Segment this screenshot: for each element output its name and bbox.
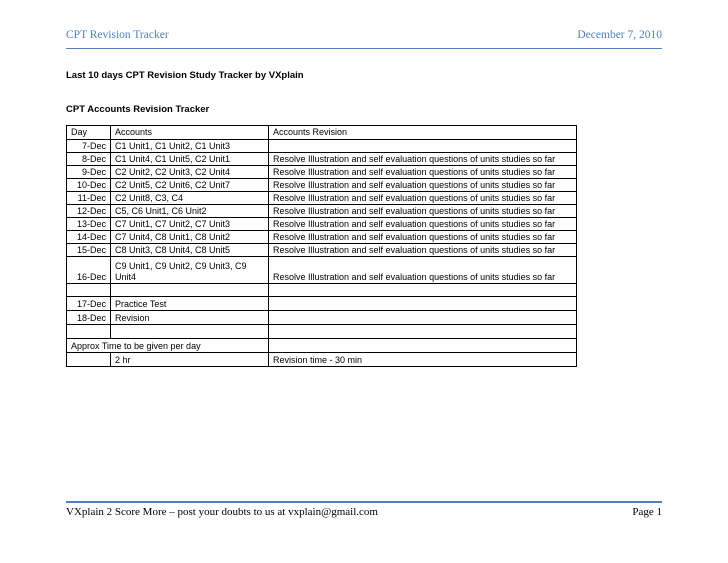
table-row <box>67 244 577 257</box>
section-title: CPT Accounts Revision Tracker <box>66 104 210 115</box>
revision-cell: Resolve Illustration and self evaluation questions of units studies so far <box>269 205 577 218</box>
time-row <box>67 353 577 367</box>
accounts-cell: C8 Unit3, C8 Unit4, C8 Unit5 <box>111 244 269 257</box>
page-header <box>66 29 662 47</box>
revision-cell: Resolve Illustration and self evaluation questions of units studies so far <box>269 244 577 257</box>
document-subtitle: Last 10 days CPT Revision Study Tracker by VXplain <box>66 70 304 81</box>
accounts-cell: Revision <box>111 311 269 325</box>
accounts-cell: C2 Unit8, C3, C4 <box>111 192 269 205</box>
header-title: CPT Revision Tracker <box>66 29 169 41</box>
column-header-day: Day <box>67 126 111 140</box>
table-row <box>67 257 577 284</box>
revision-cell <box>269 140 577 153</box>
day-cell: 16-Dec <box>67 257 111 284</box>
day-cell: 17-Dec <box>67 297 111 311</box>
empty-cell <box>269 339 577 353</box>
revision-cell: Resolve Illustration and self evaluation questions of units studies so far <box>269 192 577 205</box>
study-time-cell: 2 hr <box>111 353 269 367</box>
approx-time-row <box>67 339 577 353</box>
table-row <box>67 231 577 244</box>
revision-cell: Resolve Illustration and self evaluation questions of units studies so far <box>269 231 577 244</box>
revision-cell <box>269 311 577 325</box>
day-cell: 12-Dec <box>67 205 111 218</box>
accounts-cell: C2 Unit5, C2 Unit6, C2 Unit7 <box>111 179 269 192</box>
day-cell: 14-Dec <box>67 231 111 244</box>
accounts-cell: C7 Unit4, C8 Unit1, C8 Unit2 <box>111 231 269 244</box>
blank-row <box>67 325 577 339</box>
revision-cell: Resolve Illustration and self evaluation questions of units studies so far <box>269 153 577 166</box>
day-cell: 11-Dec <box>67 192 111 205</box>
day-cell: 8-Dec <box>67 153 111 166</box>
revision-cell: Resolve Illustration and self evaluation questions of units studies so far <box>269 257 577 284</box>
accounts-cell: C1 Unit1, C1 Unit2, C1 Unit3 <box>111 140 269 153</box>
revision-table <box>66 125 577 367</box>
table-row <box>67 179 577 192</box>
day-cell: 10-Dec <box>67 179 111 192</box>
accounts-cell: C9 Unit1, C9 Unit2, C9 Unit3, C9 Unit4 <box>111 257 269 284</box>
page-footer <box>66 506 662 522</box>
day-cell: 13-Dec <box>67 218 111 231</box>
table-row <box>67 311 577 325</box>
revision-time-cell: Revision time - 30 min <box>269 353 577 367</box>
header-rule <box>66 48 662 49</box>
accounts-cell: Practice Test <box>111 297 269 311</box>
table-row <box>67 153 577 166</box>
accounts-cell: C7 Unit1, C7 Unit2, C7 Unit3 <box>111 218 269 231</box>
day-cell: 9-Dec <box>67 166 111 179</box>
table-header-row <box>67 126 577 140</box>
accounts-cell: C1 Unit4, C1 Unit5, C2 Unit1 <box>111 153 269 166</box>
table-row <box>67 205 577 218</box>
revision-cell: Resolve Illustration and self evaluation questions of units studies so far <box>269 218 577 231</box>
page-number: Page 1 <box>632 506 662 518</box>
table-row <box>67 218 577 231</box>
header-date: December 7, 2010 <box>577 29 662 41</box>
column-header-accounts: Accounts <box>111 126 269 140</box>
table-row <box>67 297 577 311</box>
footer-text: VXplain 2 Score More – post your doubts to us at vxplain@gmail.com <box>66 506 378 518</box>
revision-cell <box>269 297 577 311</box>
revision-cell: Resolve Illustration and self evaluation questions of units studies so far <box>269 166 577 179</box>
accounts-cell: C5, C6 Unit1, C6 Unit2 <box>111 205 269 218</box>
blank-row <box>67 284 577 297</box>
time-day-cell <box>67 353 111 367</box>
footer-rule <box>66 501 662 503</box>
column-header-accounts-revision: Accounts Revision <box>269 126 577 140</box>
table-row <box>67 192 577 205</box>
accounts-cell: C2 Unit2, C2 Unit3, C2 Unit4 <box>111 166 269 179</box>
table-row <box>67 140 577 153</box>
day-cell: 15-Dec <box>67 244 111 257</box>
approx-time-label: Approx Time to be given per day <box>67 339 269 353</box>
revision-cell: Resolve Illustration and self evaluation questions of units studies so far <box>269 179 577 192</box>
table-row <box>67 166 577 179</box>
day-cell: 7-Dec <box>67 140 111 153</box>
day-cell: 18-Dec <box>67 311 111 325</box>
